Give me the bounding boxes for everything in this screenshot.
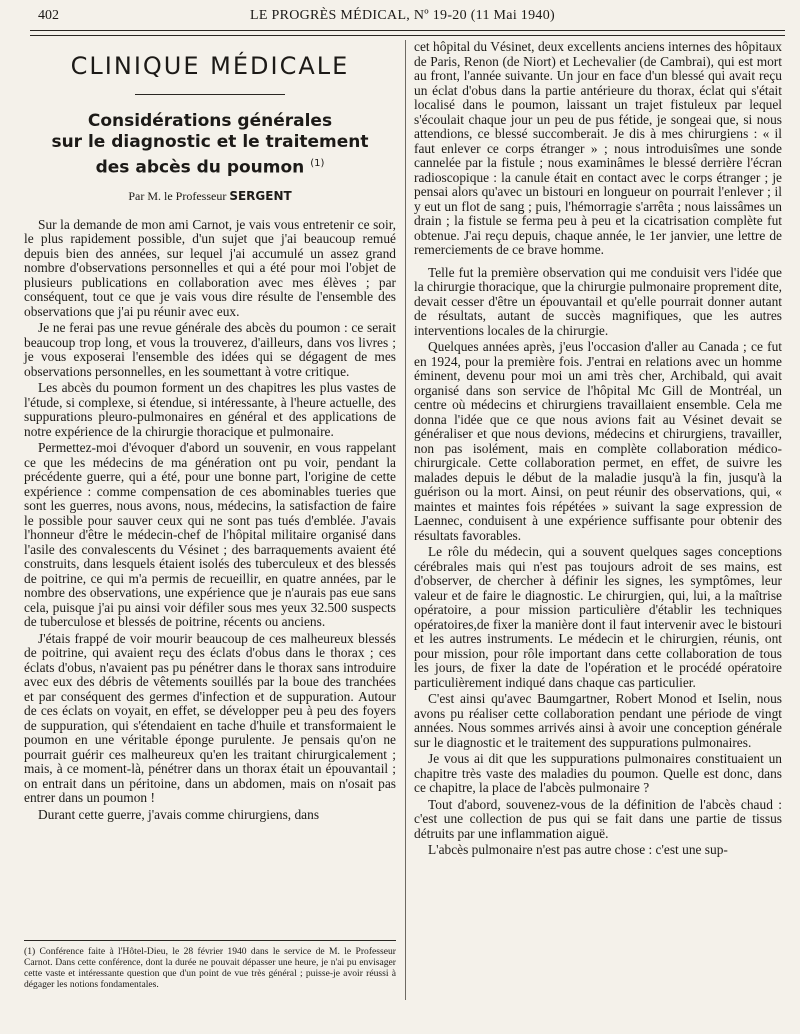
paragraph: cet hôpital du Vésinet, deux excellents anciens internes des hôpitaux de Paris, Renon (de Niort) et Lechevalier (de Cambrai), qui est mort au front, l'année suivante. Un jour en face d'un blessé qui avait reçu un éclat d'obus dans la partie antérieure du thorax, éclat qui s'était localisé dans le poumon, laissant un trajet fistuleux par lequel s'écoulait chaque jour un peu de pus fétide, je songeai que, si nous attendions, ce blessé succomberait. Je dis à mes chirurgiens : « il faut enlever ce corps étranger » ; nous introduisîmes une sonde cannelée par la fistule ; nous examinâmes le blessé derrière l'écran radioscopique : la canule était en contact avec le corps étranger ; je pensai alors qu'avec un bistouri en longueur on pourrait l'enlever ; il y eut un flot de sang ; puis, l'hémorragie s'arrêta ; nous laissâmes un drain ; la fistule se ferma peu à peu et la cicatrisation complète fut obtenue. J'ai reçu depuis, chaque année, le 1er janvier, une lettre de remerciements de ce brave homme.	[414, 39, 782, 257]
footnote-rule	[24, 940, 396, 941]
author-name: SERGENT	[229, 188, 292, 203]
paragraph: Les abcès du poumon forment un des chapitres les plus vastes de l'étude, si complexe, si étendue, si intéressante, à l'heure actuelle, des suppurations pleuro-pulmonaires en général et des applications de notre expérience de la chirurgie thoracique et pulmonaire.	[24, 380, 396, 439]
column-divider	[405, 40, 406, 1000]
section-heading: CLINIQUE MÉDICALE	[70, 52, 350, 80]
left-column	[24, 40, 396, 824]
title-line	[24, 153, 396, 179]
paragraph: Permettez-moi d'évoquer d'abord un souvenir, en vous rappelant ce que les médecins de ma génération ont pu voir, pendant la précédente guerre, qui a été, pour une bonne part, l'origine de cette expérience : comme compensation de ces abominables tueries que sont les guerres, nous avons, nous, médecins, la satisfaction de faire le possible pour sauver ceux qui ne sont pas tués d'emblée. J'avais l'honneur d'être le médecin-chef de l'hôpital militaire organisé dans l'asile des convalescents du Vésinet ; des barraquements avaient été construits, dans lesquels étaient isolés des tuberculeux et des blessés de poitrine, ce qui m'a permis de recueillir, en quatre années, par le nombre des observations, une expérience que je n'aurais pas eue sans cela, puisque j'ai pu ainsi voir défiler sous mes yeux 32.500 suspects de tuberculose et blessés de poitrine, récents ou anciens.	[24, 440, 396, 630]
section-rule	[135, 94, 285, 95]
paragraph: C'est ainsi qu'avec Baumgartner, Robert Monod et Iselin, nous avons pu réaliser cette collaboration pendant une période de vingt années. Nous sommes arrivés ainsi à avoir une conception générale sur le diagnostic et le traitement des suppurations pulmonaires.	[414, 691, 782, 750]
paragraph: J'étais frappé de voir mourir beaucoup de ces malheureux blessés de poitrine, qui avaient reçu des éclats d'obus dans le thorax ; ces éclats d'obus, n'avaient pas pu pénétrer dans le thorax sans introduire avec eux des débris de vêtements souillés par la boue des tranchées et par conséquent des germes d'infection et de suppuration. Autour de ces éclats on voyait, en effet, se développer peu à peu des foyers de suppuration, qui s'étendaient en tache d'huile et transformaient le poumon en une véritable éponge purulente. Je pensais qu'on ne pourrait guérir ces malheureux qu'en les traitant chirurgicalement ; mais, à ce moment-là, pénétrer dans un thorax était un épouvantail ; on entrait dans un péritoine, dans un abdomen, mais on n'osait pas entrer dans un poumon !	[24, 630, 396, 806]
title-line-text: des abcès du poumon	[95, 157, 305, 178]
journal-title: LE PROGRÈS MÉDICAL, Nº 19-20 (11 Mai 1940)	[250, 8, 555, 23]
title-line: sur le diagnostic et le traitement	[51, 132, 369, 152]
byline-prefix: Par M. le Professeur	[128, 188, 227, 203]
paragraph: L'abcès pulmonaire n'est pas autre chose : c'est une sup-	[428, 842, 728, 857]
footnote-marker: (1)	[310, 158, 325, 169]
paragraph: Tout d'abord, souvenez-vous de la définition de l'abcès chaud : c'est une collection de pus qui se fait dans une partie de tissus détruits par une inflammation aiguë.	[414, 796, 782, 841]
title-line: Considérations générales	[87, 111, 333, 131]
header-double-rule	[30, 30, 785, 36]
paragraph: Le rôle du médecin, qui a souvent quelques sages conceptions cérébrales mais qui n'est pas toujours adroit de ses mains, est d'observer, de chercher à définir les signes, les symptômes, leur valeur et de faire le diagnostic. Le chirurgien, qui, lui, a la maîtrise opératoire, a pour mission particulière d'établir les techniques opératoires,de fixer la manière dont il faut intervenir avec le bistouri et les autres instruments. Le médecin et le chirurgien, réunis, ont pour mission, pour rôle important dans cette collaboration de tous les jours, de fixer la date de l'opération et le procédé opératoire particulièrement indiqué dans chaque cas particulier.	[414, 544, 782, 690]
byline	[24, 189, 396, 204]
right-column	[414, 40, 782, 860]
paragraph: Quelques années après, j'eus l'occasion d'aller au Canada ; ce fut en 1924, pour la première fois. J'entrai en relations avec un homme éminent, devenu pour moi un ami très cher, Archibald, qui avait organisé dans son service de l'hôpital Mc Gill de Montréal, un centre où médecins et chirurgiens travaillaient ensemble. Cela me donna l'idée que ce que nous avions fait au Vésinet devait se généraliser et que nous devions, médecins et chirurgiens, travailler, non pas isolément, mais en complète collaboration médico-chirurgicale. Cette collaboration permet, en effet, de suivre les malades depuis le début de la maladie jusqu'à la fin, jusqu'à la guérison ou la mort. Ainsi, on peut réunir des observations, qui, « maintes et maintes fois répétées » suivant la sage expression de Laennec, conduisent à une expérience suffisante pour obtenir des résultats favorables.	[414, 339, 782, 543]
article-title	[24, 111, 396, 179]
paragraph: Durant cette guerre, j'avais comme chirurgiens, dans	[38, 806, 320, 822]
paragraph: Telle fut la première observation qui me conduisit vers l'idée que la chirurgie thoracique, que la chirurgie pulmonaire proprement dite, devait cesser d'être un épouvantail et qu'elle pourrait donner autant de résultats, autant de succès magnifiques, que les autres interventions locales de la chirurgie.	[414, 264, 782, 338]
running-header	[0, 6, 800, 26]
paragraph: Je vous ai dit que les suppurations pulmonaires constituaient un chapitre très vaste des maladies du poumon. Quelle est donc, dans ce chapitre, la place de l'abcès pulmonaire ?	[414, 751, 782, 795]
footnote: (1) Conférence faite à l'Hôtel-Dieu, le 28 février 1940 dans le service de M. le Professeur Carnot. Dans cette conférence, dont la durée ne pouvait dépasser une heure, je n'ai pu envisager cette vaste et intéressante question que d'un point de vue très général ; puisse-je avoir réussi à dégager les notions fondamentales.	[24, 946, 396, 990]
page-number: 402	[38, 8, 59, 23]
paragraph: Je ne ferai pas une revue générale des abcès du poumon : ce serait beaucoup trop long, et vous la trouverez, d'ailleurs, dans vos livres ; je vous exposerai l'ensemble des idées qui se dégagent de mes observations personnelles, en les soumettant à votre critique.	[24, 320, 396, 379]
paragraph: Sur la demande de mon ami Carnot, je vais vous entretenir ce soir, le plus rapidement possible, d'un sujet que j'ai beaucoup remué depuis bien des années, sur lequel j'ai accumulé un assez grand nombre d'observations personnelles et qui a été pour moi l'objet de plusieurs publications en collaboration avec mes élèves ; par conséquent, tout ce que je vais vous dire résulte de l'ensemble des observations que j'ai pu réunir avec eux.	[24, 216, 396, 319]
